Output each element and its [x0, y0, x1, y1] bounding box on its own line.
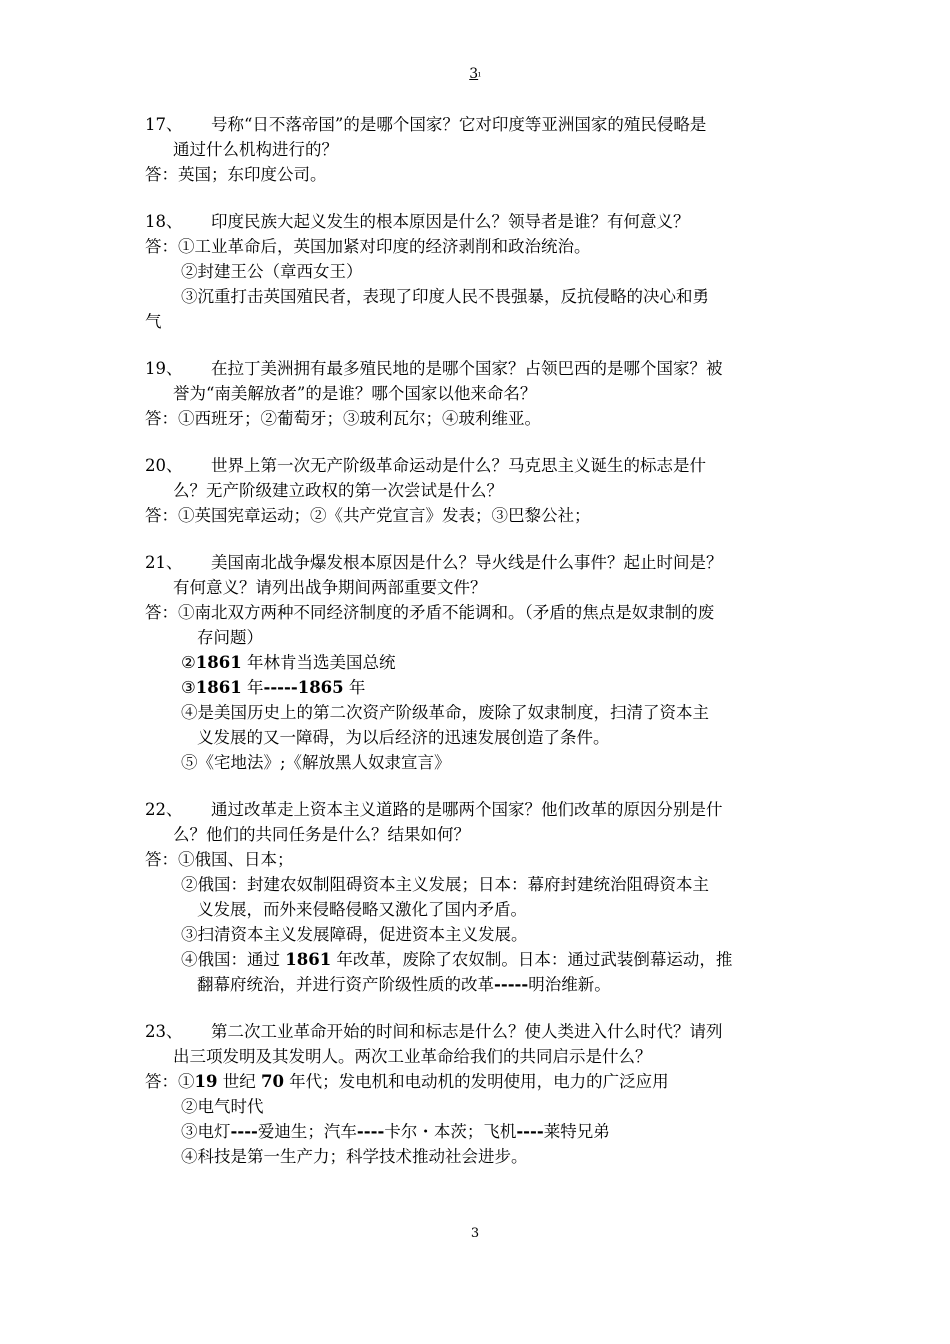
answer-line: ③扫清资本主义发展障碍，促进资本主义发展。 [181, 925, 528, 944]
answer-line: ④俄国：通过 1861 年改革，废除了农奴制。日本：通过武装倒幕运动，推 [181, 950, 733, 969]
answer-line: 答：①工业革命后，英国加紧对印度的经济剥削和政治统治。 [145, 237, 591, 256]
question-text-cont: 出三项发明及其发明人。两次工业革命给我们的共同启示是什么？ [173, 1047, 652, 1066]
question-text: 号称“日不落帝国”的是哪个国家？它对印度等亚洲国家的殖民侵略是 [211, 115, 707, 134]
answer-line: ②封建王公（章西女王） [181, 262, 363, 281]
question-17 [145, 112, 815, 187]
answer-line: 翻幕府统治，并进行资产阶级性质的改革-----明治维新。 [197, 975, 611, 994]
question-text-cont: 么？无产阶级建立政权的第一次尝试是什么？ [173, 481, 503, 500]
question-23 [145, 1019, 815, 1169]
question-text-cont: 有何意义？请列出战争期间两部重要文件？ [173, 578, 487, 597]
answer-line: 答：①英国宪章运动；②《共产党宣言》发表；③巴黎公社； [145, 506, 591, 525]
question-text: 通过改革走上资本主义道路的是哪两个国家？他们改革的原因分别是什 [211, 800, 723, 819]
answer-line: 义发展的又一障碍，为以后经济的迅速发展创造了条件。 [197, 728, 610, 747]
answer-line: 答：①俄国、日本； [145, 850, 294, 869]
answer-line: ④科技是第一生产力；科学技术推动社会进步。 [181, 1147, 528, 1166]
question-20 [145, 453, 815, 528]
answer-line: 气 [145, 312, 162, 331]
answer-line: 存问题） [197, 628, 263, 647]
answer-line: ②俄国：封建农奴制阻碍资本主义发展；日本：幕府封建统治阻碍资本主 [181, 875, 709, 894]
answer-line: 答：英国；东印度公司。 [145, 165, 327, 184]
question-text: 美国南北战争爆发根本原因是什么？导火线是什么事件？起止时间是？ [211, 553, 723, 572]
document-body [145, 112, 815, 1191]
question-number: 17、 [145, 115, 183, 134]
question-number: 22、 [145, 800, 183, 819]
question-text: 在拉丁美洲拥有最多殖民地的是哪个国家？占领巴西的是哪个国家？被 [211, 359, 723, 378]
question-text-cont: 么？他们的共同任务是什么？结果如何？ [173, 825, 470, 844]
question-text-cont: 誉为“南美解放者”的是谁？哪个国家以他来命名？ [173, 384, 537, 403]
answer-line: 义发展，而外来侵略侵略又激化了国内矛盾。 [197, 900, 527, 919]
page-header [0, 66, 950, 82]
header-mark: ı [478, 69, 481, 79]
answer-line: ④是美国历史上的第二次资产阶级革命，废除了奴隶制度，扫清了资本主 [181, 703, 709, 722]
answer-line: ③1861 年-----1865 年 [181, 678, 366, 697]
question-18 [145, 209, 815, 334]
question-text: 世界上第一次无产阶级革命运动是什么？马克思主义诞生的标志是什 [211, 456, 706, 475]
page-footer [0, 1226, 950, 1241]
question-text: 第二次工业革命开始的时间和标志是什么？使人类进入什么时代？请列 [211, 1022, 723, 1041]
question-number: 18、 [145, 212, 183, 231]
footer-page-number: 3 [470, 1226, 480, 1241]
question-22 [145, 797, 815, 997]
question-number: 23、 [145, 1022, 183, 1041]
answer-line: ③电灯----爱迪生；汽车----卡尔・本茨；飞机----莱特兄弟 [181, 1122, 610, 1141]
question-number: 19、 [145, 359, 183, 378]
answer-line: ③沉重打击英国殖民者，表现了印度人民不畏强暴，反抗侵略的决心和勇 [181, 287, 709, 306]
answer-line: 答：①19 世纪 70 年代；发电机和电动机的发明使用，电力的广泛应用 [145, 1072, 669, 1091]
header-page-number: 3 [469, 66, 479, 82]
answer-line: 答：①西班牙；②葡萄牙；③玻利瓦尔；④玻利维亚。 [145, 409, 541, 428]
question-19 [145, 356, 815, 431]
answer-line: 答：①南北双方两种不同经济制度的矛盾不能调和。（矛盾的焦点是奴隶制的废 [145, 603, 715, 622]
answer-line: ⑤《宅地法》;《解放黑人奴隶宣言》 [181, 753, 451, 772]
question-number: 20、 [145, 456, 183, 475]
answer-line: ②1861 年林肯当选美国总统 [181, 653, 396, 672]
question-text: 印度民族大起义发生的根本原因是什么？领导者是谁？有何意义？ [211, 212, 690, 231]
question-text-cont: 通过什么机构进行的？ [173, 140, 338, 159]
question-21 [145, 550, 815, 775]
question-number: 21、 [145, 553, 183, 572]
answer-line: ②电气时代 [181, 1097, 264, 1116]
